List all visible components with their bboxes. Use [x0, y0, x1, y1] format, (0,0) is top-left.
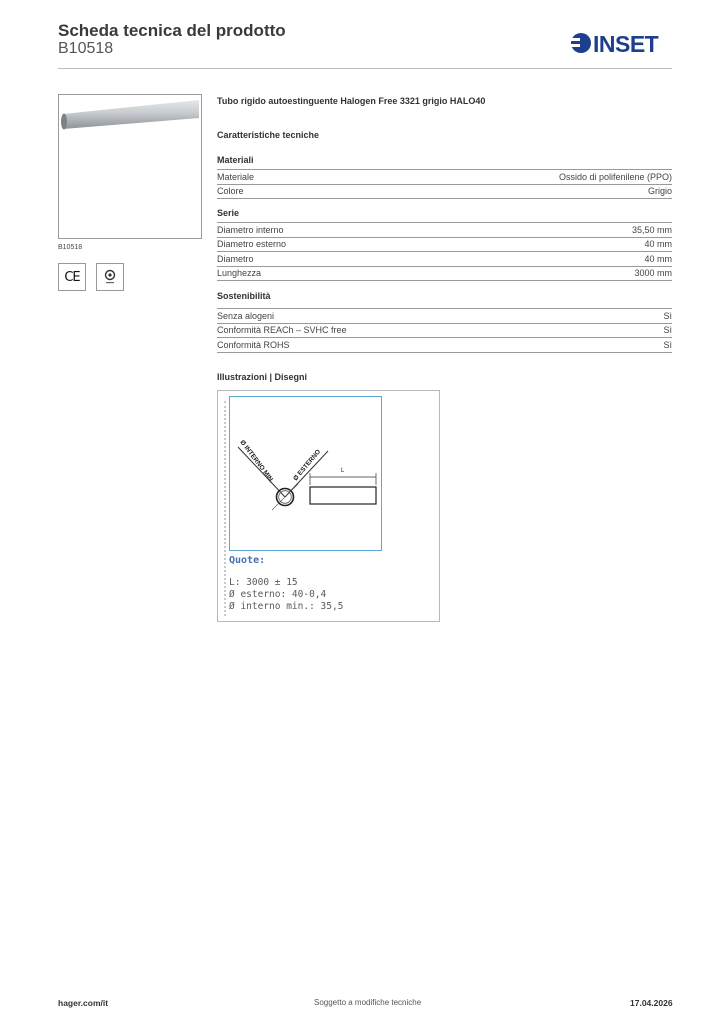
quote-title: Quote: — [229, 555, 266, 566]
row-label: Conformità ROHS — [217, 339, 290, 350]
dotted-margin — [224, 401, 226, 616]
section-title: Sostenibilità — [217, 291, 271, 301]
quote-line: Ø interno min.: 35,5 — [229, 601, 344, 612]
table-row — [217, 324, 672, 339]
header-divider — [58, 68, 672, 69]
table-row — [217, 267, 672, 282]
footer-website[interactable]: hager.com/it — [58, 998, 109, 1008]
halogen-free-symbol — [100, 267, 120, 287]
table-row — [217, 185, 672, 200]
spec-table — [217, 308, 672, 353]
ce-mark-text: CE — [64, 269, 80, 285]
footer-date: 17.04.2026 — [630, 998, 673, 1008]
table-row — [217, 252, 672, 267]
technical-drawing — [217, 390, 440, 622]
row-label: Diametro esterno — [217, 239, 287, 250]
row-value: 40 mm — [644, 253, 672, 264]
row-value: 40 mm — [644, 239, 672, 250]
tube-illustration — [59, 95, 202, 239]
section-serie — [217, 208, 672, 281]
row-value: Sì — [663, 325, 672, 336]
product-image — [58, 94, 202, 239]
row-value: Grigio — [647, 186, 672, 197]
inset-logo — [570, 30, 674, 56]
ce-mark — [58, 263, 86, 291]
product-name: Tubo rigido autoestinguente Halogen Free 3321 grigio HALO40 — [217, 96, 486, 106]
spec-table — [217, 222, 672, 281]
row-label: Materiale — [217, 171, 255, 182]
inner-diameter-label: Ø INTERNO MIN. — [238, 438, 276, 485]
section-sostenibilita — [217, 291, 672, 353]
row-label: Colore — [217, 186, 244, 197]
section-materiali — [217, 155, 672, 199]
row-label: Senza alogeni — [217, 310, 275, 321]
row-value: Sì — [663, 339, 672, 350]
brand-text: INSET — [593, 31, 659, 56]
drawing-frame — [229, 396, 382, 551]
quote-line: Ø esterno: 40-0,4 — [229, 589, 327, 600]
table-row — [217, 309, 672, 324]
section-title: Materiali — [217, 155, 254, 165]
product-code: B10518 — [58, 40, 114, 57]
footer-note: Soggetto a modifiche tecniche — [314, 998, 422, 1007]
halogen-free-icon — [96, 263, 124, 291]
row-label: Lunghezza — [217, 268, 262, 279]
row-label: Diametro interno — [217, 224, 284, 235]
row-value: Ossido di polifenilene (PPO) — [558, 171, 672, 182]
row-value: Sì — [663, 310, 672, 321]
row-value: 35,50 mm — [631, 224, 672, 235]
quote-line: L: 3000 ± 15 — [229, 577, 298, 588]
length-label: L — [341, 468, 345, 474]
table-row — [217, 238, 672, 253]
table-row — [217, 223, 672, 238]
section-title: Serie — [217, 208, 240, 218]
row-label: Diametro — [217, 253, 254, 264]
tech-title: Caratteristiche tecniche — [217, 130, 320, 140]
illustrations-title: Illustrazioni | Disegni — [217, 372, 308, 382]
table-row — [217, 170, 672, 185]
image-caption: B10518 — [58, 244, 83, 251]
row-label: Conformità REACh – SVHC free — [217, 325, 347, 336]
table-row — [217, 338, 672, 353]
outer-diameter-label: Ø ESTERNO — [292, 448, 323, 483]
dimension-drawing — [230, 397, 381, 550]
page-title: Scheda tecnica del prodotto — [58, 21, 286, 40]
spec-table — [217, 169, 672, 199]
row-value: 3000 mm — [634, 268, 672, 279]
